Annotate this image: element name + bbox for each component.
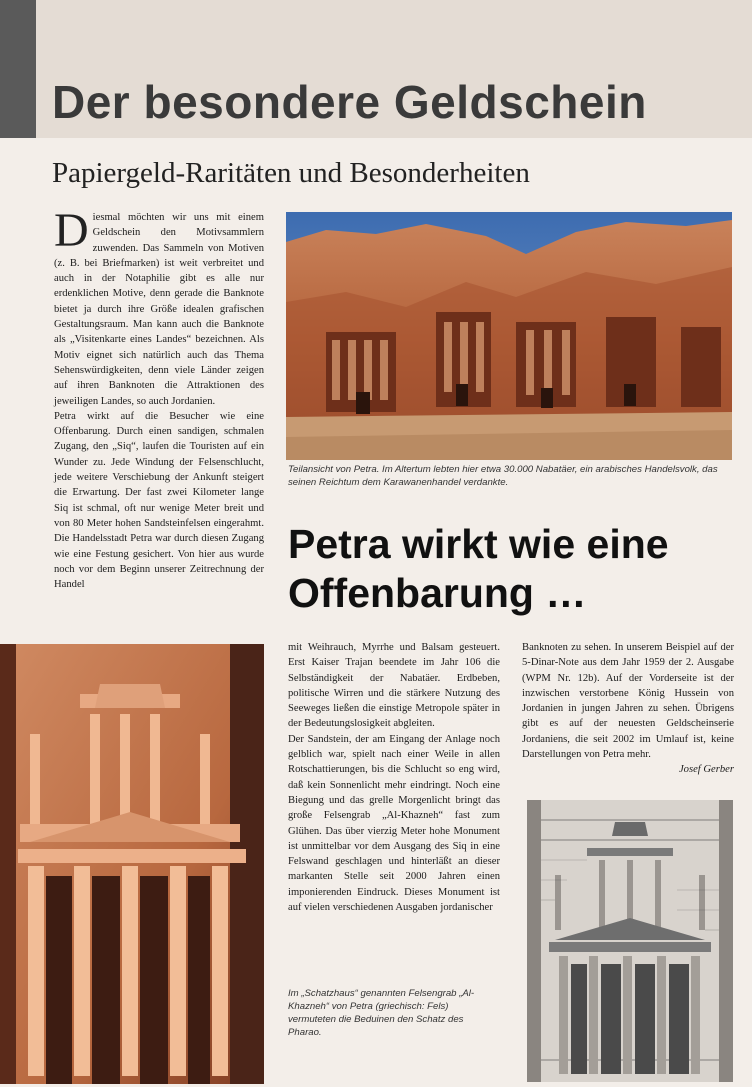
drop-cap: D	[54, 204, 89, 257]
article-paragraph: mit Weihrauch, Myrrhe und Balsam gesteuert. Erst Kaiser Trajan beendete im Jahr 106 die Selbständigkeit der Nabatäer. Erdbeben, politische Wirren und die stärkere Nutzung des Seeweges ließen die einstige Metropole später in der Bedeutungslosigkeit abgleiten.	[288, 642, 500, 730]
article-paragraph: Petra wirkt auf die Besucher wie eine Offenbarung. Durch einen sandigen, schmalen Zugang, den „Siq“, laufen die Touristen auf ein Wunder zu. Jede Windung der Felsenschlucht, jede weitere Verschiebung der Ankunft steigert die Erwartung. Der fast zwei Kilometer lange Siq ist schmal, oft nur wenige Meter breit und von 80 Meter hohen Sandsteinfelsen eingerahmt. Die Handelsstadt Petra war durch diesen Zugang wie eine Festung gesichert. Von hier aus wurde noch vor dem Beginn unserer Zeitrechnung der Handel	[54, 410, 264, 591]
al-khazneh-photo	[0, 644, 264, 1084]
article-column-3	[522, 640, 734, 778]
header-side-bar	[0, 0, 36, 138]
article-headline: Petra wirkt wie eine Offenbarung …	[288, 521, 669, 616]
page-title: Der besondere Geldschein	[52, 76, 647, 128]
photo-caption-petra-view: Teilansicht von Petra. Im Altertum lebten hier etwa 30.000 Nabatäer, ein arabisches Handelsvolk, das seinen Reichtum dem Karawanenhandel verdankte.	[288, 464, 718, 488]
article-column-1	[54, 204, 264, 592]
banknote-engraving-image	[527, 800, 733, 1082]
article-column-2	[288, 640, 500, 915]
paragraph-text: iesmal möchten wir uns mit einem Geldschein den Motivsammlern zuwenden. Das Sammeln von Motiven (z. B. bei Briefmarken) ist weit verbreitet und auch in der Notaphilie gibt es alle nur erdenklichen Motive, denn gerade die Banknote bietet ja durch ihre Größe idealen grafischen Gestaltungsraum. Man kann auch die Banknote als „Visitenkarte eines Landes“ bezeichnen. Als Motiv eignet sich natürlich auch das Thema Sehenswürdigkeiten, denn viele Länder zeigen auf ihren Banknoten die Attraktionen des jeweiligen Landes, so auch Jordanien.	[54, 212, 264, 407]
page-subtitle: Papiergeld-Raritäten und Besonderheiten	[52, 157, 530, 189]
article-paragraph: Banknoten zu sehen. In unserem Beispiel auf der 5-Dinar-Note aus dem Jahr 1959 der 2. Ausgabe (WPM Nr. 12b). Auf der Vorderseite ist der inzwischen verstorbene König Hussein von Jordanien in jungen Jahren zu sehen. Übrigens gibt es auf der neuesten Geldscheinserie Jordaniens, die seit 2002 im Umlauf ist, keine Darstellungen von Petra mehr.	[522, 642, 734, 761]
petra-view-photo	[286, 212, 732, 460]
article-paragraph	[54, 204, 264, 409]
photo-caption-treasury: Im „Schatzhaus“ genannten Felsengrab „Al-Khazneh“ von Petra (griechisch: Fels) vermuteten die Beduinen den Schatz des Pharao.	[288, 988, 475, 1038]
author-name: Josef Gerber	[678, 764, 734, 776]
article-paragraph: Der Sandstein, der am Eingang der Anlage noch gelblich war, spielt nach einer Weile in allen Rotschattierungen, bis die Schlucht so eng wird, daß kein Sonnenlicht mehr eindringt. Noch eine Biegung und das grelle Morgenlicht bringt das große Felsengrab „Al-Khazneh“ fast zum Glühen. Das über vierzig Meter hohe Monument ist unmittelbar vor dem Ausgang des Siq in eine Felswand geschlagen und hinterläßt an dieser markanten Stelle seit 2000 Jahren einen imponierenden Eindruck. Dieses Monument ist auf vielen verschiedenen Ausgaben jordanischer	[288, 733, 500, 914]
